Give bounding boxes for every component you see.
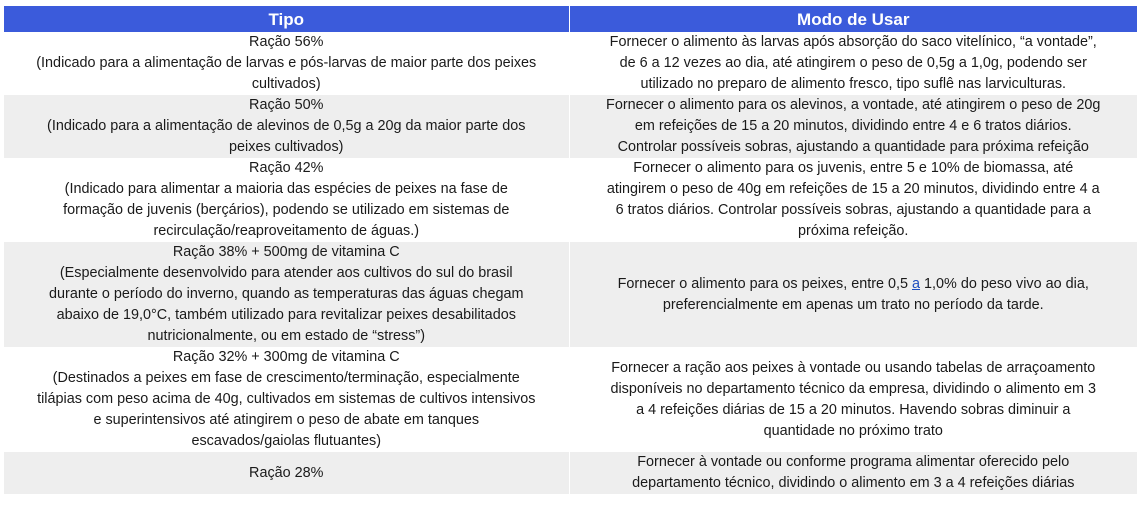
modo-line: Fornecer o alimento para os alevinos, a vontade, até atingirem o peso de 20g (606, 97, 1101, 113)
tipo-line: nutricionalmente, ou em estado de “stress”) (147, 328, 426, 344)
tipo-line: (Indicado para alimentar a maioria das espécies de peixes na fase de (64, 181, 508, 197)
tipo-cell (4, 452, 569, 494)
tipo-line: Ração 32% + 300mg de vitamina C (172, 349, 400, 365)
modo-line: Controlar possíveis sobras, ajustando a quantidade para próxima refeição (617, 139, 1089, 155)
modo-line: quantidade no próximo trato (763, 422, 943, 439)
table-row (4, 242, 1137, 347)
table-row (4, 95, 1137, 158)
modo-line: disponíveis no departamento técnico da empresa, dividindo o alimento em 3 (610, 380, 1097, 397)
tipo-line: recirculação/reaproveitamento de águas.) (153, 223, 420, 239)
tipo-cell (4, 242, 569, 347)
column-header-modo-de-usar: Modo de Usar (569, 6, 1137, 32)
modo-cell (569, 452, 1137, 494)
column-header-tipo: Tipo (4, 6, 569, 32)
tipo-line: Ração 50% (249, 97, 324, 113)
tipo-line: Ração 38% + 500mg de vitamina C (172, 244, 400, 260)
modo-cell (569, 158, 1137, 242)
modo-line: em refeições de 15 a 20 minutos, dividindo entre 4 e 6 tratos diários. (634, 118, 1072, 134)
modo-line: 6 tratos diários. Controlar possíveis sobras, ajustando a quantidade para a (615, 202, 1091, 218)
underlined-word: a (912, 275, 921, 292)
tipo-line: (Destinados a peixes em fase de crescimento/terminação, especialmente (52, 370, 520, 386)
tipo-line: (Indicado para a alimentação de alevinos de 0,5g a 20g da maior parte dos (47, 118, 526, 134)
modo-line (584, 274, 1124, 295)
modo-line: preferencialmente em apenas um trato no período da tarde. (662, 296, 1044, 313)
table-row (4, 32, 1137, 95)
tipo-line: cultivados) (251, 76, 321, 92)
tipo-cell (4, 158, 569, 242)
modo-line: próxima refeição. (798, 223, 909, 239)
table-row (4, 347, 1137, 452)
modo-line: atingirem o peso de 40g em refeições de 15 a 20 minutos, dividindo entre 4 a (606, 181, 1100, 197)
tipo-line: Ração 42% (249, 160, 324, 176)
modo-cell (569, 32, 1137, 95)
tipo-line: e superintensivos até atingirem o peso de abate em tanques (93, 412, 480, 428)
modo-cell (569, 347, 1137, 452)
tipo-line: peixes cultivados) (229, 139, 344, 155)
modo-line: Fornecer à vontade ou conforme programa alimentar oferecido pelo (637, 454, 1070, 470)
tipo-line: Ração 56% (249, 34, 324, 50)
tipo-line: Ração 28% (249, 464, 324, 481)
modo-line: Fornecer o alimento às larvas após absorção do saco vitelínico, “a vontade”, (609, 34, 1097, 50)
tipo-cell (4, 347, 569, 452)
tipo-line: tilápias com peso acima de 40g, cultivados em sistemas de cultivos intensivos (37, 391, 536, 407)
tipo-line: escavados/gaiolas flutuantes) (191, 433, 382, 449)
tipo-line: abaixo de 19,0°C, também utilizado para revitalizar peixes desabilitados (56, 307, 516, 323)
table-header-row (4, 6, 1137, 32)
tipo-line: (Indicado para a alimentação de larvas e pós-larvas de maior parte dos peixes (36, 55, 537, 71)
modo-line: utilizado no preparo de alimento fresco, tipo suflê nas larviculturas. (640, 76, 1067, 92)
tipo-line: durante o período do inverno, quando as temperaturas das águas chegam (49, 286, 524, 302)
modo-line: a 4 refeições diárias de 15 a 20 minutos. Havendo sobras diminuir a (636, 401, 1071, 418)
tipo-cell (4, 95, 569, 158)
tipo-line: (Especialmente desenvolvido para atender aos cultivos do sul do brasil (59, 265, 513, 281)
tipo-line: formação de juvenis (berçários), podendo se utilizado em sistemas de (63, 202, 510, 218)
modo-text: Fornecer o alimento para os peixes, entre 0,5 (617, 275, 913, 292)
modo-text: 1,0% do peso vivo ao dia, (920, 275, 1089, 292)
tipo-cell (4, 32, 569, 95)
feed-table (4, 6, 1137, 494)
modo-cell (569, 242, 1137, 347)
modo-line: departamento técnico, dividindo o alimento em 3 a 4 refeições diárias (632, 475, 1075, 491)
modo-line: Fornecer o alimento para os juvenis, entre 5 e 10% de biomassa, até (633, 160, 1074, 176)
table-row (4, 452, 1137, 494)
table-row (4, 158, 1137, 242)
modo-line: Fornecer a ração aos peixes à vontade ou usando tabelas de arraçoamento (611, 359, 1096, 376)
modo-line: de 6 a 12 vezes ao dia, até atingirem o peso de 0,5g a 1,0g, podendo ser (619, 55, 1087, 71)
modo-cell (569, 95, 1137, 158)
